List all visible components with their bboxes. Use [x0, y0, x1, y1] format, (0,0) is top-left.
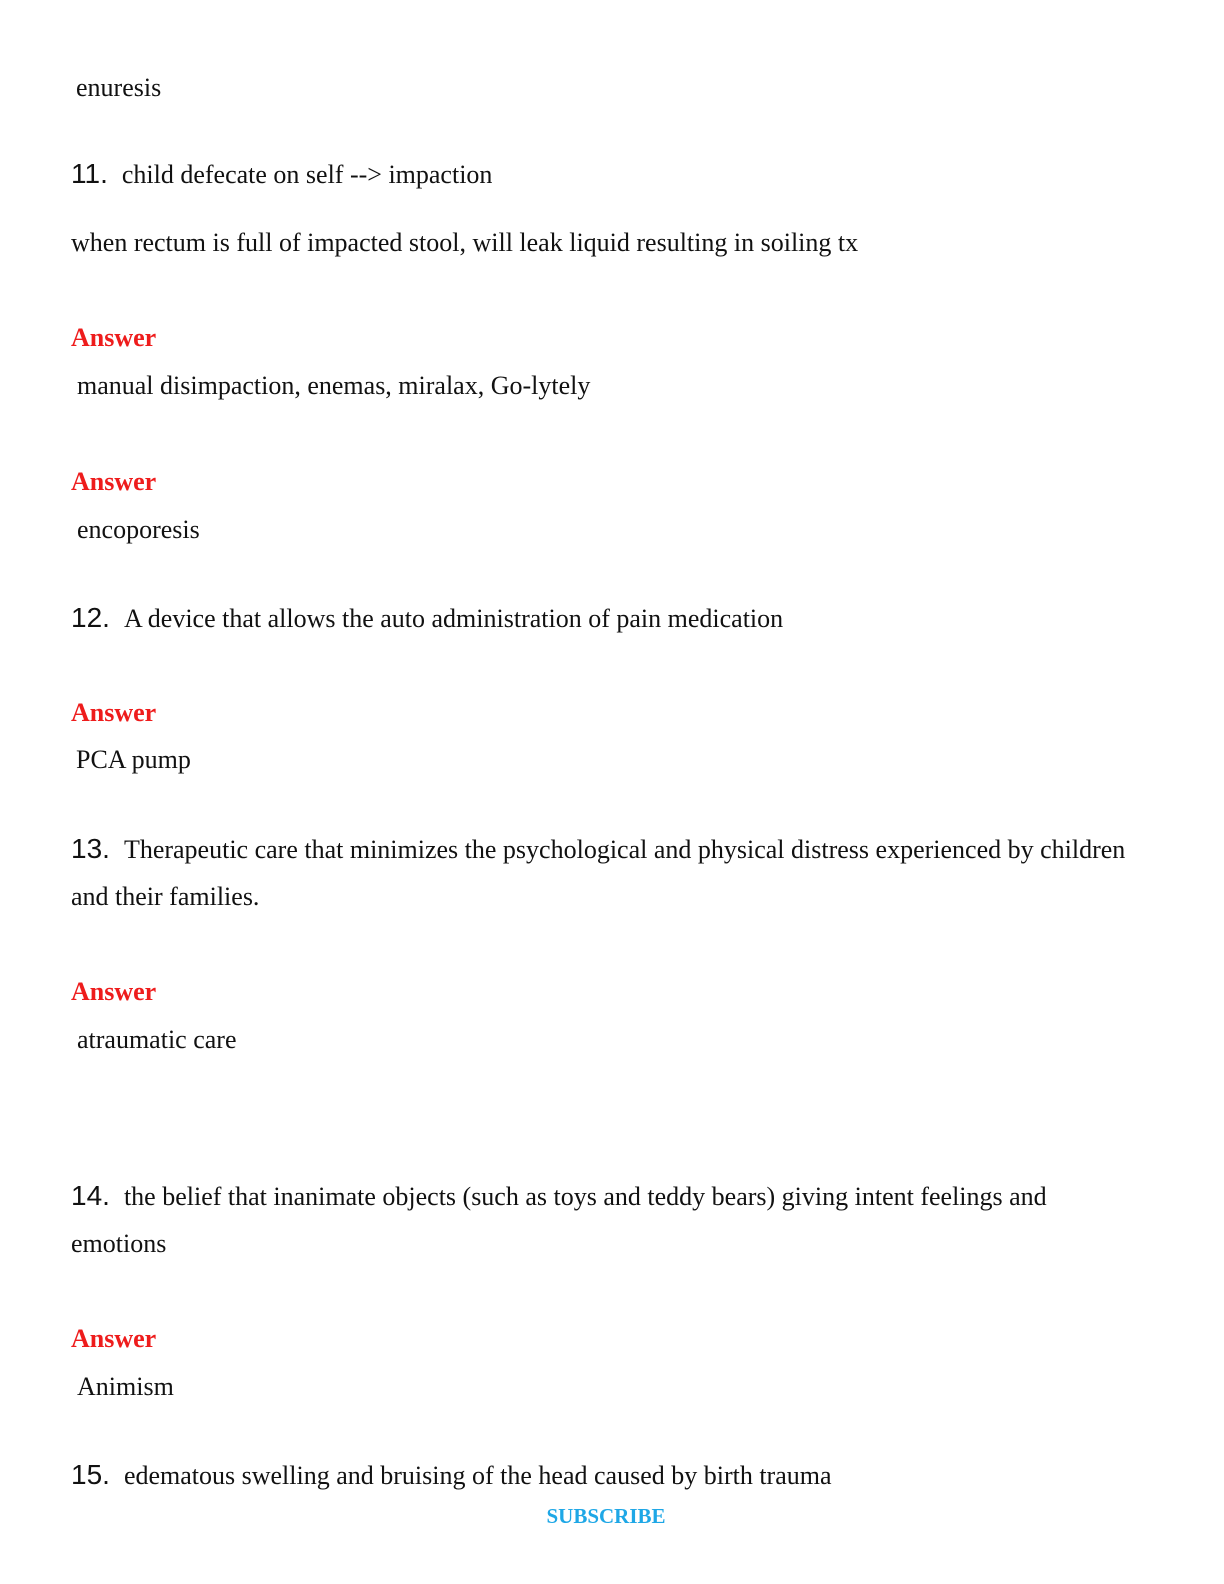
question-number: 14. [71, 1180, 110, 1211]
answer-label: Answer [71, 698, 157, 727]
question-number: 13. [71, 833, 110, 864]
answer-text: encoporesis [77, 515, 200, 544]
question-14 [71, 1172, 1131, 1267]
question-text: A device that allows the auto administration of pain medication [123, 604, 784, 633]
answer-text: PCA pump [76, 745, 191, 774]
subscribe-link[interactable]: SUBSCRIBE [546, 1504, 666, 1528]
answer-label: Answer [71, 467, 157, 496]
answer-label: Answer [71, 977, 157, 1006]
question-number: 12. [71, 602, 110, 633]
answer-text: Animism [77, 1372, 174, 1401]
question-12 [71, 594, 1131, 642]
question-number: 11. [71, 158, 108, 189]
question-15 [71, 1451, 1131, 1499]
question-text: child defecate on self --> impaction [121, 160, 493, 189]
question-text: the belief that inanimate objects (such as toys and teddy bears) giving intent feelings and emotions [71, 1182, 1047, 1258]
question-text: edematous swelling and bruising of the head caused by birth trauma [123, 1461, 832, 1490]
question-text: Therapeutic care that minimizes the psychological and physical distress experienced by children and their families. [71, 835, 1126, 911]
question-11 [71, 150, 1131, 198]
question-11-detail: when rectum is full of impacted stool, will leak liquid resulting in soiling tx [71, 228, 859, 257]
answer-text: manual disimpaction, enemas, miralax, Go-lytely [77, 371, 591, 400]
answer-label: Answer [71, 323, 157, 352]
answer-text: atraumatic care [77, 1025, 237, 1054]
answer-text: enuresis [76, 73, 162, 102]
answer-label: Answer [71, 1324, 157, 1353]
question-13 [71, 825, 1131, 920]
question-number: 15. [71, 1459, 110, 1490]
